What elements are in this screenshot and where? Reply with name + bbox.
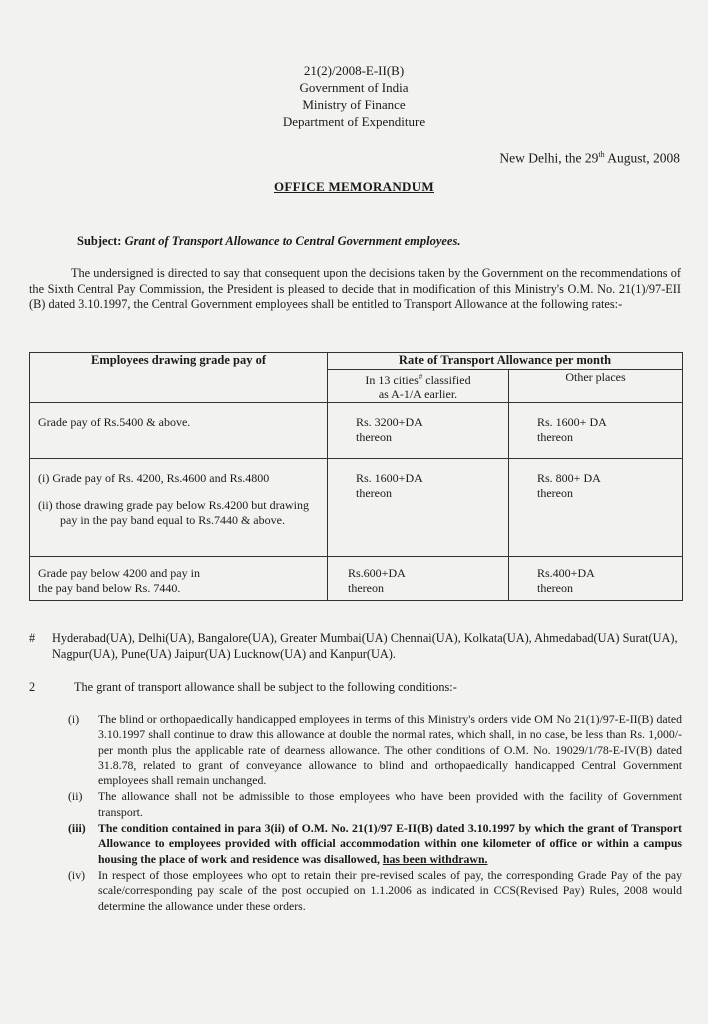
row3-city-rate: Rs.600+DA thereon [328,557,509,601]
condition-text: In respect of those employees who opt to retain their pre-revised scales of pay, the corresponding Grade Pay of the pay scale/corresponding pay scale of the post occupied on 1.1.2006 as indicated in CCS(Revised Pay) Rules, 2008 would determine the allowance under these orders. [98,867,682,913]
subject-text: Grant of Transport Allowance to Central Government employees. [124,234,461,248]
condition-text: The allowance shall not be admissible to those employees who have been provided with the facility of Government transport. [98,789,682,819]
subject-line [77,234,460,249]
table-row [30,403,683,459]
subject-label: Subject: [77,234,122,248]
ministry-name: Ministry of Finance [302,97,406,112]
row2-grade-pay: (i) Grade pay of Rs. 4200, Rs.4600 and Rs.4800 (ii) those drawing grade pay below Rs.4200 but drawing pay in the pay band equal to Rs.7440 & above. [30,459,328,557]
intro-paragraph: The undersigned is directed to say that consequent upon the decisions taken by the Government on the recommendations of the Sixth Central Pay Commission, the President is pleased to decide that in modification of this Ministry's O.M. No. 21(1)/97-EII (B) dated 3.10.1997, the Central Government employees shall be entitled to Transport Allowance at the following rates:- [29,266,681,312]
row2-city-rate: Rs. 1600+DA thereon [328,459,509,557]
paragraph-text: The grant of transport allowance shall be subject to the following conditions:- [74,680,457,694]
row3-other-rate: Rs.400+DA thereon [509,557,683,601]
condition-text: The condition contained in para 3(ii) of O.M. No. 21(1)/97 E-II(B) dated 3.10.1997 by which the grant of Transport Allowance to employees provided with official accommodation within one kilometer of office or within a campus housing the place of work and residence was disallowed, [98,821,682,866]
row1-grade-pay: Grade pay of Rs.5400 & above. [30,403,328,459]
conditions-list [68,712,682,915]
transport-allowance-table [29,352,683,601]
memo-title: OFFICE MEMORANDUM [274,179,434,194]
row1-city-rate: Rs. 3200+DA thereon [328,403,509,459]
condition-item [68,821,682,867]
col-header-13-cities: In 13 cities# classified as A-1/A earlier. [328,370,509,403]
col-header-rate: Rate of Transport Allowance per month [328,353,683,370]
condition-number: (i) [68,712,80,726]
condition-text: The blind or orthopaedically handicapped employees in terms of this Ministry's orders vide OM No 21(1)/97-E-II(B) dated 3.10.1997 shall continue to draw this allowance at double the normal rates, which shall, in no case, be less than Rs. 1,000/- per month plus the applicable rate of dearness allowance. The other conditions of O.M. No. 19029/1/78-E-IV(B) dated 31.8.78, related to grant of conveyance allowance to blind and orthopaedically handicapped Central Government employees shall remain unchanged. [98,712,682,788]
condition-number: (iv) [68,867,86,882]
row2-other-rate: Rs. 800+ DA thereon [509,459,683,557]
table-row [30,459,683,557]
col-header-grade-pay: Employees drawing grade pay of [30,353,328,403]
condition-number: (iii) [68,821,86,836]
cities-footnote [29,631,685,662]
footnote-marker: # [29,631,36,645]
row3-grade-pay: Grade pay below 4200 and pay in the pay band below Rs. 7440. [30,557,328,601]
table-row [30,557,683,601]
col-header-other-places: Other places [509,370,683,403]
condition-text-end: has been withdrawn. [382,851,488,866]
condition-item [68,712,682,788]
table-header-row [30,353,683,370]
issue-date: New Delhi, the 29th August, 2008 [499,150,680,166]
row1-other-rate: Rs. 1600+ DA thereon [509,403,683,459]
condition-number: (ii) [68,789,83,804]
condition-item [68,789,682,820]
letterhead [0,62,708,130]
file-number: 21(2)/2008-E-II(B) [303,63,405,78]
department-name: Department of Expenditure [282,114,426,129]
paragraph-number: 2 [29,680,36,694]
footnote-text: Hyderabad(UA), Delhi(UA), Bangalore(UA), Greater Mumbai(UA) Chennai(UA), Kolkata(UA), Ahmedabad(UA) Surat(UA), Nagpur(UA), Pune(UA) Jaipur(UA) Lucknow(UA) and Kanpur(UA). [52,631,678,661]
government-name: Government of India [299,80,409,95]
condition-item [68,868,682,914]
